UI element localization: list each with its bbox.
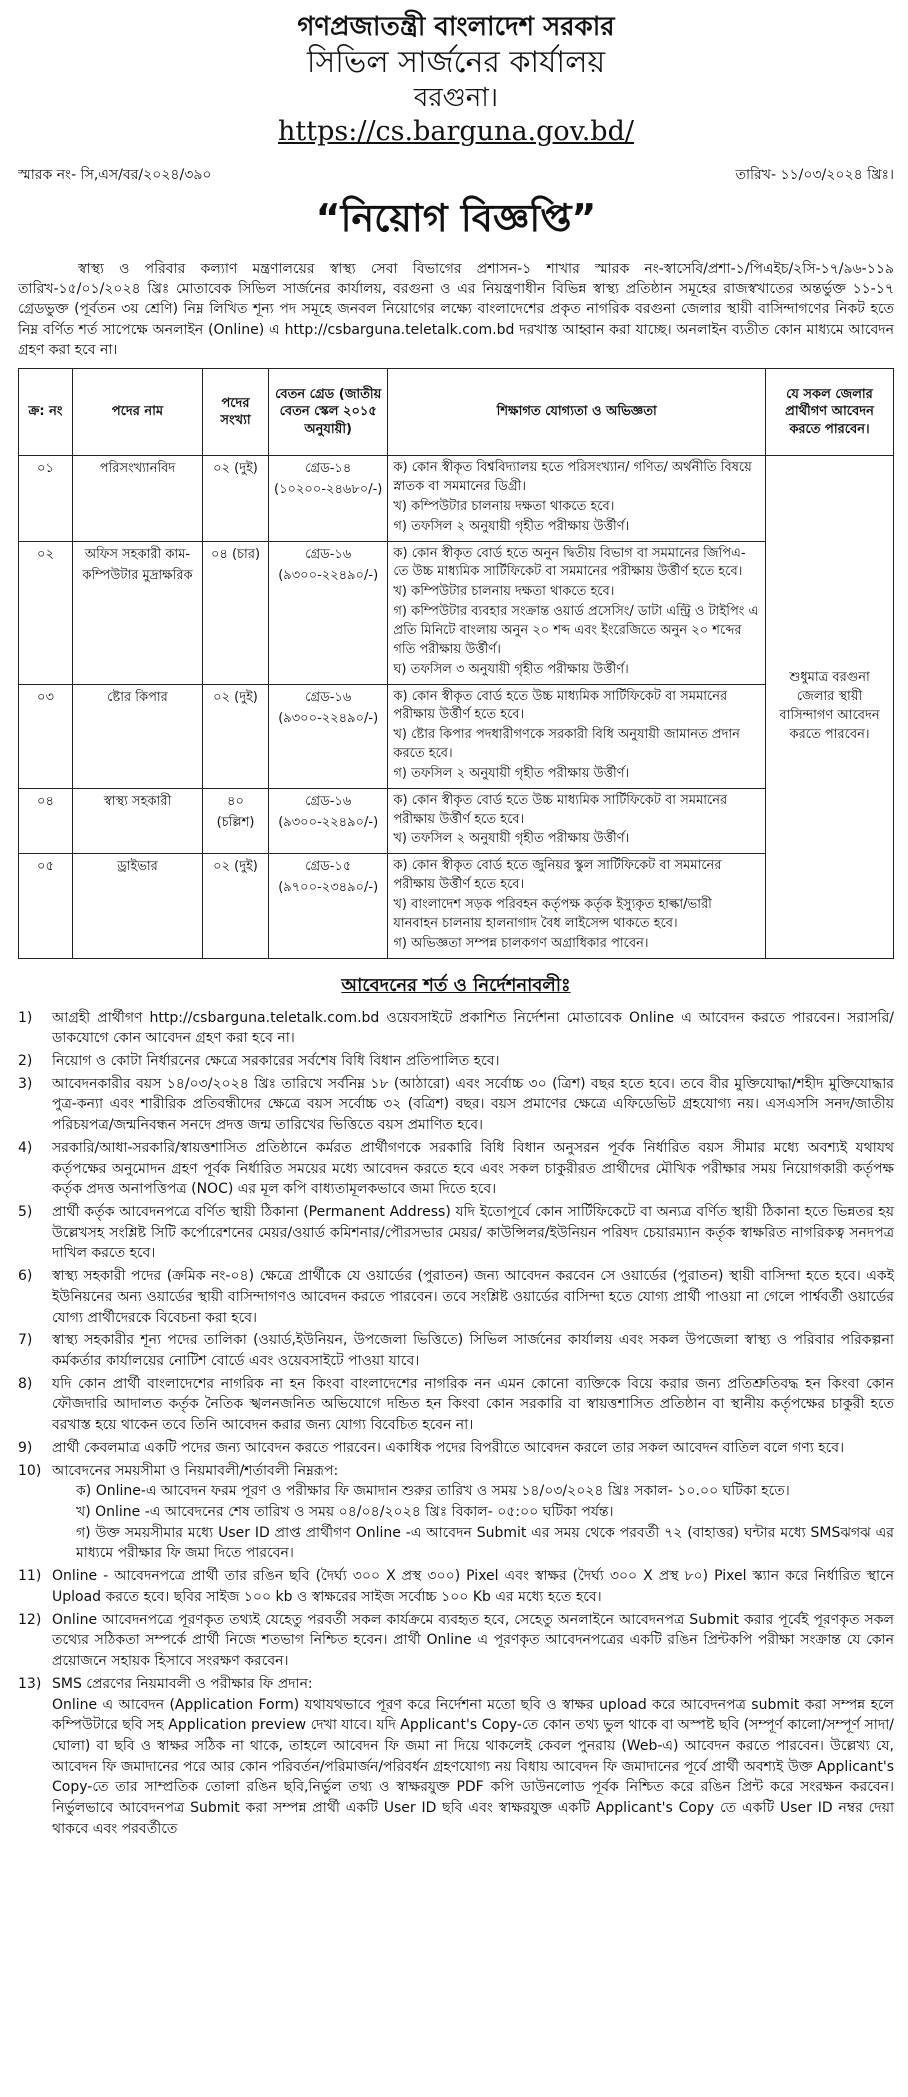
col-header-grade: বেতন গ্রেড (জাতীয় বেতন স্কেল ২০১৫ অনুযায়ী): [269, 369, 388, 456]
vacancy-table: [18, 368, 894, 958]
cell-sl: ০৫: [19, 854, 73, 958]
table-header-row: [19, 369, 894, 456]
rule-number: 6): [18, 1268, 33, 1285]
grade-label: গ্রেড-১৬: [305, 689, 352, 705]
cell-post: অফিস সহকারী কাম-কম্পিউটার মুদ্রাক্ষরিক: [73, 541, 203, 684]
col-header-post: পদের নাম: [73, 369, 203, 456]
qualification-item: গ) অভিজ্ঞতা সম্পন্ন চালকগণ অগ্রাধিকার পাবেন।: [393, 935, 649, 951]
rule-item: [18, 1330, 894, 1371]
cell-count: ০২ (দুই): [203, 456, 269, 541]
rule-text-block: [52, 1330, 894, 1371]
rule-text: প্রার্থী কেবলমাত্র একটি পদের জন্য আবেদন করতে পারবেন। একাধিক পদের বিপরীতে আবেদন করলে তার সকল আবেদন বাতিল বলে গণ্য হবে।: [52, 1439, 845, 1456]
rule-item: [18, 1074, 894, 1136]
cell-grade: [269, 541, 388, 684]
rule-item: [18, 1266, 894, 1328]
qualification-item: ক) কোন স্বীকৃত বোর্ড হতে জুনিয়র স্কুল সার্টিফিকেট বা সমমানের পরীক্ষায় উর্ত্তীর্ণ হতে হবে।: [393, 858, 722, 893]
cell-count: ০২ (দুই): [203, 684, 269, 788]
qualification-item: গ) তফসিল ২ অনুযায়ী গৃহীত পরীক্ষায় উর্ত্তীর্ণ।: [393, 518, 630, 534]
cell-qualification: [388, 788, 766, 854]
rule-text: নিয়োগ ও কোটা নির্ধারনের ক্ষেত্রে সরকারের সর্বশেষ বিধি বিধান প্রতিপালিত হবে।: [52, 1052, 500, 1069]
qualification-item: ক) কোন স্বীকৃত বোর্ড হতে উচ্চ মাধ্যমিক সার্টিফিকেট বা সমমানের পরীক্ষায় উর্ত্তীর্ণ হতে হবে।: [393, 792, 728, 827]
cell-sl: ০৩: [19, 684, 73, 788]
qualification-item: গ) তফসিল ২ অনুযায়ী গৃহীত পরীক্ষায় উর্ত্তীর্ণ।: [393, 765, 630, 781]
government-name: গণপ্রজাতন্ত্রী বাংলাদেশ সরকার: [297, 12, 615, 42]
col-header-eligible: যে সকল জেলার প্রার্থীগণ আবেদন করতে পারবেন।: [766, 369, 894, 456]
qualification-item: ক) কোন স্বীকৃত বোর্ড হতে অনুন দ্বিতীয় বিভাগ বা সমমানের জিপিএ-তে উচ্চ মাধ্যমিক সার্টিফিকেট বা সমমানের পরীক্ষায় উর্ত্তীর্ণ হতে হবে।: [393, 545, 746, 580]
website-link[interactable]: https://cs.barguna.gov.bd/: [278, 116, 634, 148]
qualification-item: খ) ষ্টোর কিপার পদধারীগণকে সরকারী বিধি অনুযায়ী জামানত প্রদান করতে হবে।: [393, 727, 740, 762]
grade-label: গ্রেড-১৫: [305, 859, 352, 875]
cell-grade: [269, 456, 388, 541]
col-header-count: পদের সংখ্যা: [203, 369, 269, 456]
qualification-item: ক) কোন স্বীকৃত বোর্ড হতে উচ্চ মাধ্যমিক সার্টিফিকেট বা সমমানের পরীক্ষায় উর্ত্তীর্ণ হতে হবে।: [393, 688, 728, 723]
rule-item: [18, 1461, 894, 1565]
notice-title: “নিয়োগ বিজ্ঞপ্তি”: [315, 195, 597, 240]
cell-post: পরিসংখ্যানবিদ: [73, 456, 203, 541]
table-row: [19, 788, 894, 854]
cell-qualification: [388, 456, 766, 541]
rule-number: 4): [18, 1139, 33, 1156]
rules-title: আবেদনের শর্ত ও নির্দেশনাবলীঃ: [341, 974, 571, 996]
rule-text-block: [52, 1438, 894, 1459]
cell-qualification: [388, 684, 766, 788]
rule-text: Online - আবেদনপত্রে প্রার্থী তার রঙিন ছবি (দৈর্ঘ্য ৩০০ X প্রস্থ ৩০০) Pixel এবং স্বাক্ষর (দৈর্ঘ্য ৩০০ X প্রস্থ ৮০) Pixel স্ক্যান করে নির্ধারিত স্থানে Upload করতে হবে। ছবির সাইজ ১০০ kb ও স্বাক্ষরের সাইজ সর্বোচ্চ ১০০ Kb এর মধ্যে হতে হবে।: [52, 1568, 894, 1605]
rule-item: [18, 1610, 894, 1672]
rule-number: 12): [18, 1611, 42, 1628]
cell-sl: ০২: [19, 541, 73, 684]
grade-label: গ্রেড-১৬: [305, 793, 352, 809]
rule-text: স্বাস্থ্য সহকারী পদের (ক্রমিক নং-০৪) ক্ষেত্রে প্রার্থীকে যে ওয়ার্ডের (পুরাতন) জন্য আবেদন করবেন সে ওয়ার্ডের (পুরাতন) স্থায়ী বাসিন্দা হতে হবে। একই ইউনিয়নের অন্য ওয়ার্ডের স্থায়ী বাসিন্দাগণও আবেদন করতে পারবেন। তবে সংশ্লিষ্ট ওয়ার্ডের বাসিন্দা হতে যোগ্য প্রার্থী পাওয়া না গেলে পার্শ্ববর্তী ওয়ার্ডের যোগ্য প্রার্থীদেরকে বিবেচনা করা হবে।: [52, 1268, 894, 1326]
rule-item: [18, 1008, 894, 1049]
table-row: [19, 456, 894, 541]
qualification-item: ক) কোন স্বীকৃত বিশ্ববিদ্যালয় হতে পরিসংখ্যান/ গণিত/ অর্থনীতি বিষয়ে স্নাতক বা সমমানের ডিগ্রী।: [393, 460, 752, 495]
letterhead: [18, 12, 894, 149]
qualification-item: খ) কম্পিউটার চালনায় দক্ষতা থাকতে হবে।: [393, 498, 615, 514]
rule-subitem: গ) উক্ত সময়সীমার মধ্যে User ID প্রাপ্ত প্রার্থীগণ Online -এ আবেদন Submit এর সময় থেকে পরবর্তী ৭২ (বাহাত্তর) ঘন্টার মধ্যে SMSঝগঝ এর মাধ্যমে পরীক্ষার ফি জমা দিতে পারবেন।: [76, 1524, 894, 1562]
rule-number: 9): [18, 1439, 33, 1456]
rule-text: সরকারি/আধা-সরকারি/স্বায়ত্তশাসিত প্রতিষ্ঠানে কর্মরত প্রার্থীগণকে সরকারি বিধি বিধান অনুসরন পূর্বক নির্ধারিত বয়স সীমার মধ্যে অবশ্যই যথাযথ কর্তৃপক্ষের অনুমোদন গ্রহণ পূর্বক নির্ধারিত সময়ের মধ্যে আবেদন করতে হবে এবং সকল চাকুরীরত প্রার্থীদের মৌখিক পরীক্ষার সময় নিয়োগকারী কর্তৃপক্ষ কর্তৃক প্রদত্ত অনাপত্তিপত্র (NOC) এর মূল কপি বাধ্যতামূলকভাবে জমা দিতে হবে।: [52, 1139, 894, 1198]
table-row: [19, 684, 894, 788]
qualification-item: খ) কম্পিউটার চালনায় দক্ষতা থাকতে হবে।: [393, 584, 615, 600]
rule-text: স্বাস্থ্য সহকারীর শূন্য পদের তালিকা (ওয়ার্ড,ইউনিয়ন, উপজেলা ভিত্তিতে) সিভিল সার্জনের কার্যালয় এবং সকল উপজেলা স্বাস্থ্য ও পরিবার পরিকল্পনা কর্মকর্তার কার্যালয়ের নোটিশ বোর্ডে এবং ওয়েবসাইটে পাওয়া যাবে।: [52, 1332, 894, 1369]
memo-date: তারিখ- ১১/০৩/২০২৪ খ্রিঃ।: [735, 166, 894, 183]
cell-grade: [269, 684, 388, 788]
rules-list: [18, 1008, 894, 1840]
cell-qualification: [388, 541, 766, 684]
col-header-sl: ক্র: নং: [19, 369, 73, 456]
cell-grade: [269, 854, 388, 958]
rule-text-block: [52, 1610, 894, 1672]
memo-line: [18, 163, 894, 187]
grade-label: গ্রেড-১৪: [305, 461, 352, 477]
cell-post: ড্রাইভার: [73, 854, 203, 958]
rule-subitem: খ) Online -এ আবেদনের শেষ তারিখ ও সময় ০৪/০৪/২০২৪ খ্রিঃ বিকাল- ০৫:০০ ঘটিকা পর্যন্ত।: [76, 1504, 614, 1521]
rule-text-block: [52, 1461, 894, 1565]
rule-number: 13): [18, 1675, 42, 1692]
office-name: সিভিল সার্জনের কার্যালয়: [306, 45, 606, 81]
cell-sl: ০১: [19, 456, 73, 541]
qualification-item: গ) কম্পিউটার ব্যবহার সংক্রান্ত ওয়ার্ড প্রসেসিং/ ডাটা এন্ট্রি ও টাইপিং এ প্রতি মিনিটে বাংলায় অনুন ২০ শব্দ এবং ইংরেজিতে অনুন ২০ শব্দের গতি পরীক্ষায় উর্ত্তীর্ণ।: [393, 604, 759, 657]
rule-text-block: [52, 1008, 894, 1049]
cell-qualification: [388, 854, 766, 958]
rule-number: 2): [18, 1052, 33, 1069]
rule-subitem: Online এ আবেদন (Application Form) যথাযথভাবে পূরণ করে নির্দেশনা মতো ছবি ও স্বাক্ষর upload করে আবেদনপত্র submit করা সম্পন্ন হলে কম্পিউটারে ছবি সহ Application preview দেখা যাবে। যদি Applicant's Copy-তে কোন তথ্য ভুল থাকে বা অস্পষ্ট ছবি (সম্পূর্ণ কালো/সম্পূর্ণ সাদা/ঘোলা) বা ছবি ও স্বাক্ষর সঠিক না থাকে, তাহলে আবেদন ফি জমা না দিয়ে থাকলেই কেবল পুনরায় (Web-এ) আবেদন করতে পারবেন। উল্লেখ্য যে, আবেদন ফি জমাদানের পরে আর কোন পরিবর্তন/পরিমার্জন/পরিবর্ধন গ্রহণযোগ্য নয় বিধায় আবেদন ফি জমাদানের পূর্বে প্রার্থী অবশ্যই উক্ত Applicant's Copy-তে তার সাম্প্রতিক তোলা রঙিন ছবি,নির্ভুল তথ্য ও স্বাক্ষরযুক্ত PDF কপি ডাউনলোড পূর্বক নিশ্চিত করে রঙিন প্রিন্ট করে সংরক্ষন করবেন। নির্ভুলভাবে আবেদনপত্র Submit করা সম্পন্ন প্রার্থী একটি User ID ছবি এবং স্বাক্ষরযুক্ত একটি Applicant's Copy তে একটি User ID নম্বর দেয়া থাকবে এবং পরবর্তীতে: [52, 1696, 894, 1837]
table-row: [19, 854, 894, 958]
qualification-item: খ) তফসিল ২ অনুযায়ী গৃহীত পরীক্ষায় উর্ত্তীর্ণ।: [393, 831, 630, 847]
rule-text-block: [52, 1202, 894, 1264]
rule-text-block: [52, 1074, 894, 1136]
cell-count: ৪০ (চল্লিশ): [203, 788, 269, 854]
cell-post: ষ্টোর কিপার: [73, 684, 203, 788]
rule-text-block: [52, 1374, 894, 1436]
rule-number: 1): [18, 1009, 33, 1026]
cell-eligible: শুধুমাত্র বরগুনা জেলার স্থায়ী বাসিন্দাগণ আবেদন করতে পারবেন।: [766, 456, 894, 958]
rule-text: SMS প্রেরণের নিয়মাবলী ও পরীক্ষার ফি প্রদান:: [52, 1675, 313, 1692]
rule-text: আবেদনের সময়সীমা ও নিয়মাবলী/শর্তাবলী নিম্নরূপ:: [52, 1462, 339, 1479]
rule-text-block: [52, 1051, 894, 1072]
rule-text-block: [52, 1566, 894, 1607]
rule-number: 8): [18, 1375, 33, 1392]
pay-scale: (৯৭০০-২৩৪৯০/-): [278, 880, 379, 896]
memo-number: স্মারক নং- সি,এস/বর/২০২৪/৩৯০: [18, 166, 212, 183]
qualification-item: খ) বাংলাদেশ সড়ক পরিবহন কর্তৃপক্ষ কর্তৃক ইস্যুকৃত হাল্কা/ভারী যানবাহন চালনায় হালনাগাদ বৈধ লাইসেন্স থাকতে হবে।: [393, 896, 712, 931]
pay-scale: (৯৩০০-২২৪৯০/-): [278, 814, 379, 830]
col-header-qualification: শিক্ষাগত যোগ্যতা ও অভিজ্ঞতা: [388, 369, 766, 456]
district-name: বরগুনা।: [413, 83, 499, 114]
grade-label: গ্রেড-১৬: [305, 546, 352, 562]
pay-scale: (৯৩০০-২২৪৯০/-): [278, 567, 379, 583]
rule-text-block: [52, 1138, 894, 1200]
rule-text: প্রার্থী কর্তৃক আবেদনপত্রে বর্ণিত স্থায়ী ঠিকানা (Permanent Address) যদি ইতোপূর্বে কোন সার্টিফিকেটে বা অন্যত্র বর্ণিত স্থায়ী ঠিকানা হতে ভিন্নতর হয় উল্লেখসহ সংশ্লিষ্ট সিটি কর্পোরেশনের মেয়র/ওয়ার্ড কমিশনার/পৌরসভার মেয়র/ কাউন্সিলর/ইউনিয়ন পরিষদ চেয়ারম্যান কর্তৃক স্বাক্ষরিত নাগরিকত্ব সনদপত্র দাখিল করতে হবে।: [52, 1203, 894, 1262]
rule-item: [18, 1374, 894, 1436]
pay-scale: (১০২০০-২৪৬৮০/-): [274, 482, 383, 498]
rule-subitem: ক) Online-এ আবেদন ফরম পূরণ ও পরীক্ষার ফি জমাদান শুরুর তারিখ ও সময় ১৪/০৩/২০২৪ খ্রিঃ সকাল- ১০.০০ ঘটিকা হতে।: [76, 1483, 790, 1500]
rule-number: 10): [18, 1462, 42, 1479]
qualification-item: ঘ) তফসিল ৩ অনুযায়ী গৃহীত পরীক্ষায় উর্ত্তীর্ণ।: [393, 661, 629, 677]
rule-item: [18, 1138, 894, 1200]
rule-text-block: [52, 1674, 894, 1840]
cell-post: স্বাস্থ্য সহকারী: [73, 788, 203, 854]
cell-count: ০২ (দুই): [203, 854, 269, 958]
rule-text: Online আবেদনপত্রে পূরণকৃত তথ্যই যেহেতু পরবর্তী সকল কার্যক্রমে ব্যবহৃত হবে, সেহেতু অনলাইনে আবেদনপত্র Submit করার পূর্বেই পূরণকৃত সকল তথ্যের সঠিকতা সম্পর্কে প্রার্থী নিজে শতভাগ নিশ্চিত হবেন। প্রার্থী Online এ পূরণকৃত আবেদনপত্রের একটি রঙিন প্রিন্টকপি পরীক্ষা সংক্রান্ত যে কোন প্রয়োজনে সহায়ক হিসাবে সংরক্ষণ করবেন।: [52, 1611, 894, 1670]
rule-number: 7): [18, 1332, 33, 1349]
table-row: [19, 541, 894, 684]
rule-text-block: [52, 1266, 894, 1328]
rule-number: 11): [18, 1568, 42, 1585]
rule-text: যদি কোন প্রার্থী বাংলাদেশের নাগরিক না হন কিংবা বাংলাদেশের নাগরিক নন এমন কোনো ব্যক্তিকে বিয়ে করার জন্য প্রতিশ্রুতিবদ্ধ হন কিংবা কোন ফৌজদারি আদালত কর্তৃক নৈতিক স্খলনজনিত অভিযোগে দন্ডিত হন কিংবা কোন সরকারি বা স্বায়ত্তশাসিত প্রতিষ্ঠান বা স্থানীয় কর্তৃপক্ষের চাকুরী হতে বরখাস্ত হয়ে থাকেন তবে তিনি আবেদন করার জন্য যোগ্য বিবেচিত হবেন না।: [52, 1375, 894, 1434]
rule-item: [18, 1674, 894, 1840]
rule-item: [18, 1202, 894, 1264]
rule-item: [18, 1566, 894, 1607]
cell-sl: ০৪: [19, 788, 73, 854]
rule-text: আবেদনকারীর বয়স ১৪/০৩/২০২৪ খ্রিঃ তারিখে সর্বনিম্ন ১৮ (আঠারো) এবং সর্বোচ্চ ৩০ (ত্রিশ) বছর হতে হবে। তবে বীর মুক্তিযোদ্ধা/শহীদ মুক্তিযোদ্ধার পুত্র-কন্যা এবং শারীরিক প্রতিবন্ধীদের ক্ষেত্রে বয়স সর্বোচ্চ ৩২ (বত্রিশ) বছর। বয়স প্রমাণের ক্ষেত্রে এফিডেভিট গ্রহযোগ্য নয়। এসএসসি সনদ/জাতীয় পরিচয়পত্র/জন্মনিবন্ধন সনদে প্রদত্ত জন্ম তারিখের ভিত্তিতে বয়স প্রমাণিত হবে।: [52, 1075, 894, 1134]
rule-item: [18, 1438, 894, 1459]
cell-count: ০৪ (চার): [203, 541, 269, 684]
rule-number: 5): [18, 1203, 33, 1220]
cell-grade: [269, 788, 388, 854]
rule-text: আগ্রহী প্রার্থীগণ http://csbarguna.teletalk.com.bd ওয়েবসাইটে প্রকাশিত নির্দেশনা মোতাবেক Online এ আবেদন করতে পারবেন। সরাসরি/ডাকযোগে কোন আবেদন গ্রহণ করা হবে না।: [52, 1009, 894, 1047]
intro-paragraph: স্বাস্থ্য ও পরিবার কল্যাণ মন্ত্রণালয়ের স্বাস্থ্য সেবা বিভাগের প্রশাসন-১ শাখার স্মারক নং-স্বাসেবি/প্রশা-১/পিএইচ/২সি-১৭/৯৬-১১৯ তারিখ-১৫/০১/২০২৪ খ্রিঃ মোতাবেক সিভিল সার্জনের কার্যালয়, বরগুনা ও এর নিয়ন্ত্রণাধীন বিভিন্ন স্বাস্থ্য প্রতিষ্ঠান সমূহের রাজস্বখাতের অন্তর্ভুক্ত ১১-১৭ গ্রেডভুক্ত (পূর্বতন ৩য় শ্রেণি) নিম্ন লিখিত শূন্য পদ সমূহে জনবল নিয়োগের লক্ষ্যে বাংলাদেশের প্রকৃত নাগরিক বরগুনা জেলার স্থায়ী বাসিন্দাগণের নিকট হতে নিম্ন বর্ণিত শর্ত সাপেক্ষে অনলাইন (Online) এ http://csbarguna.teletalk.com.bd দরখাস্ত আহ্বান করা যাচ্ছে। অনলাইন ব্যতীত কোন মাধ্যমে আবেদন গ্রহণ করা হবে না।: [18, 260, 894, 358]
rule-item: [18, 1051, 894, 1072]
rule-number: 3): [18, 1075, 33, 1092]
pay-scale: (৯৩০০-২২৪৯০/-): [278, 710, 379, 726]
